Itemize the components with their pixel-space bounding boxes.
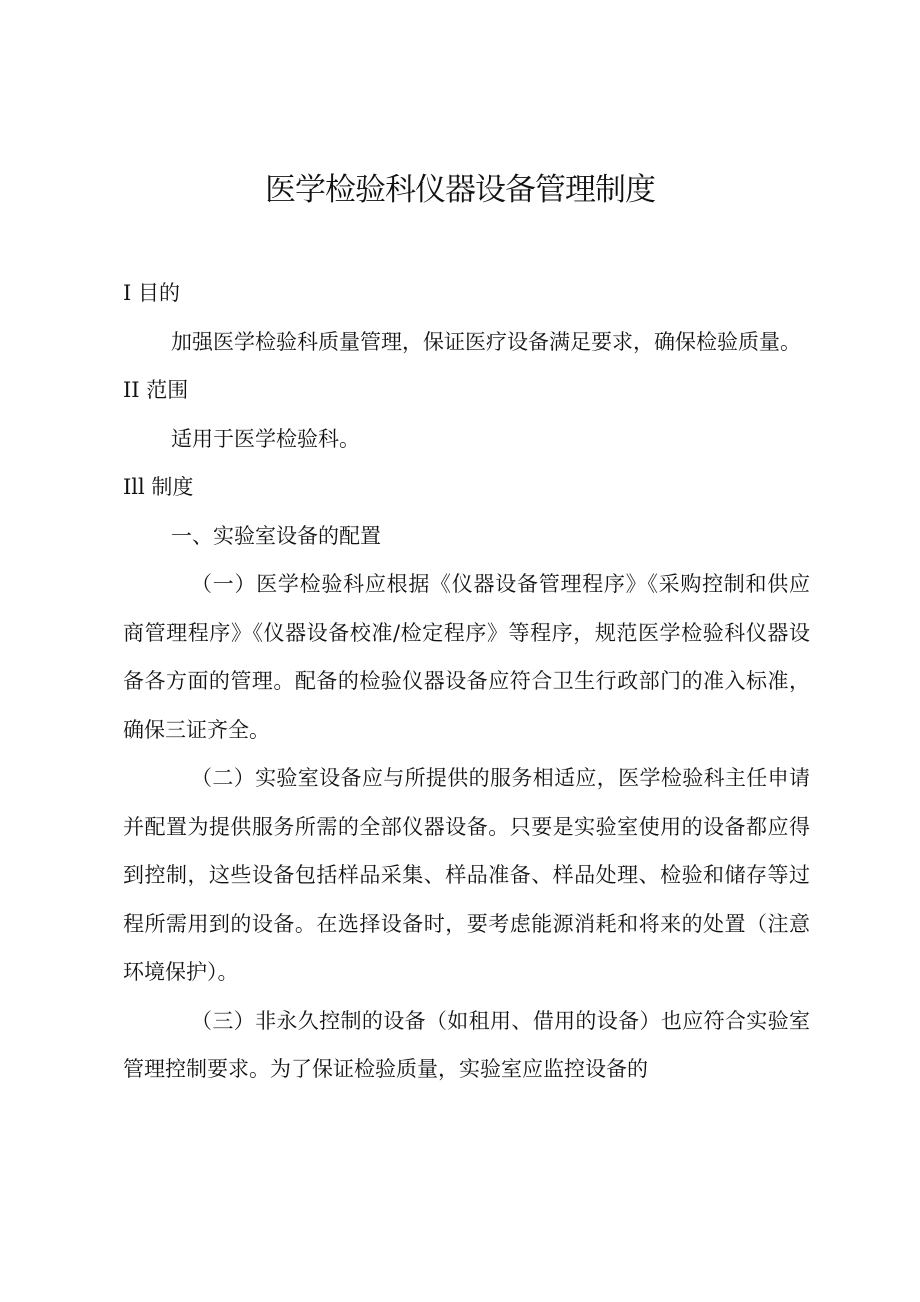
document-body — [123, 269, 810, 1094]
paragraph-item-1: （一）医学检验科应根据《仪器设备管理程序》《采购控制和供应商管理程序》《仪器设备校准/检定程序》等程序，规范医学检验科仪器设备各方面的管理。配备的检验仪器设备应符合卫生行政部门的准入标准，确保三证齐全。 — [123, 572, 810, 742]
paragraph-item-3: （三）非永久控制的设备（如租用、借用的设备）也应符合实验室管理控制要求。为了保证检验质量，实验室应监控设备的 — [123, 1008, 810, 1081]
paragraph-item-2: （二）实验室设备应与所提供的服务相适应，医学检验科主任申请并配置为提供服务所需的全部仪器设备。只要是实验室使用的设备都应得到控制，这些设备包括样品采集、样品准备、样品处理、检验和储存等过程所需用到的设备。在选择设备时，要考虑能源消耗和将来的处置（注意环境保护）。 — [123, 766, 810, 984]
paragraph-scope: 适用于医学检验科。 — [171, 426, 360, 451]
section-heading-purpose: I 目的 — [123, 281, 180, 305]
section-heading-scope: II 范围 — [123, 378, 189, 402]
section-heading-policy: Ill 制度 — [123, 475, 194, 499]
subheading-equipment-configuration: 一、实验室设备的配置 — [171, 523, 381, 548]
document-title: 医学检验科仪器设备管理制度 — [265, 172, 655, 208]
paragraph-purpose: 加强医学检验科质量管理，保证医疗设备满足要求，确保检验质量。 — [171, 329, 801, 354]
